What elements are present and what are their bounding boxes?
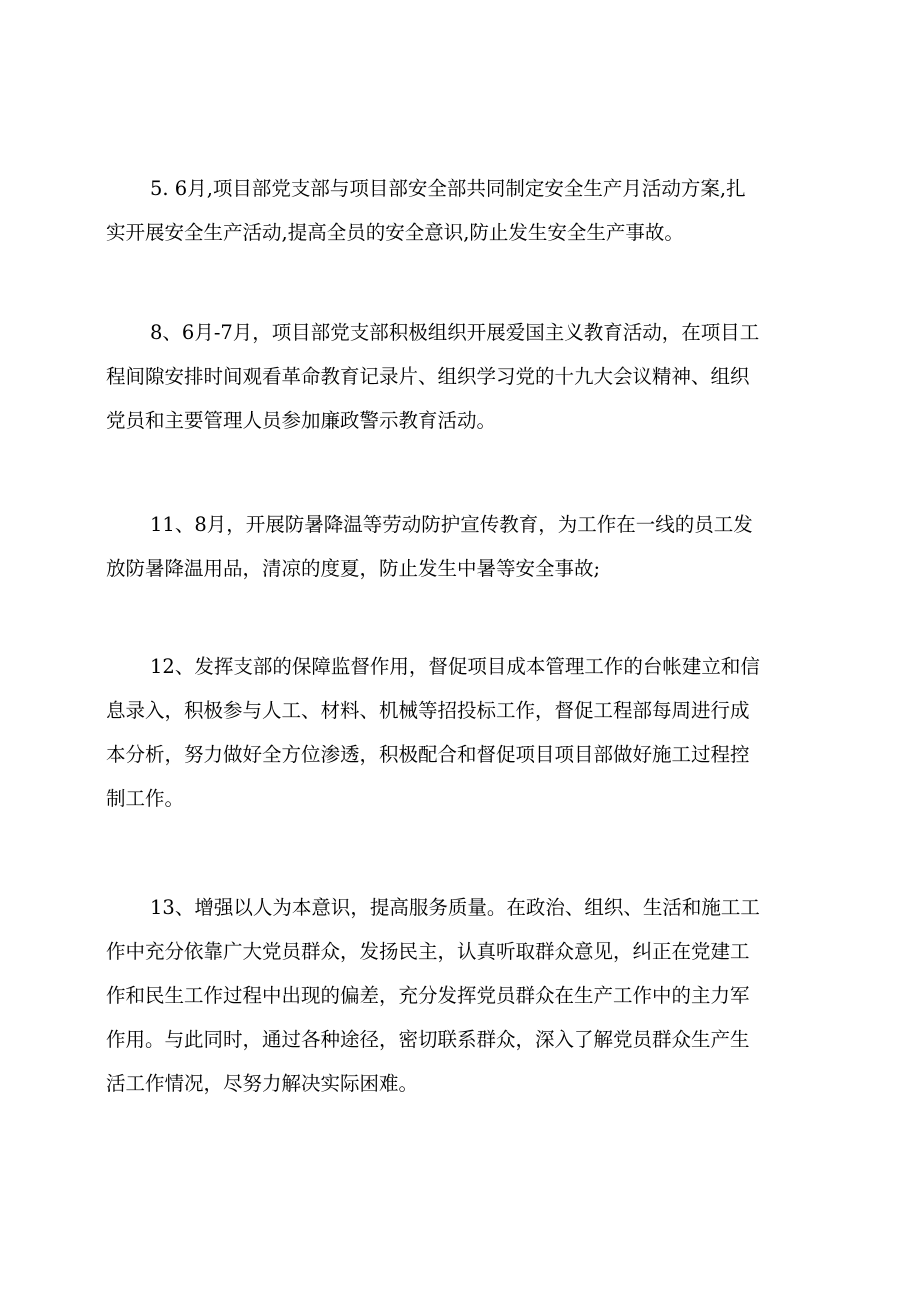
text-line: 8、6月-7月，项目部党支部积极组织开展爱国主义教育活动，在项目工 [150,321,760,344]
text-line: 息录入，积极参与人工、材料、机械等招投标工作，督促工程部每周进行成 [106,699,750,722]
text-line: 制工作。 [106,787,185,810]
paragraph-item-5 [106,167,826,255]
paragraph-item-11 [106,503,826,591]
paragraph-item-8 [106,311,826,443]
text-line: 本分析，努力做好全方位渗透，积极配合和督促项目项目部做好施工过程控 [106,743,750,766]
paragraph-item-13 [106,886,826,1106]
text-line: 程间隙安排时间观看革命教育记录片、组织学习党的十九大会议精神、组织 [106,365,750,388]
text-line: 作中充分依靠广大党员群众，发扬民主，认真听取群众意见，纠正在党建工 [106,940,750,963]
text-line: 实开展安全生产活动,提高全员的安全意识,防止发生安全生产事故。 [106,221,684,244]
text-line: 5. 6月,项目部党支部与项目部安全部共同制定安全生产月活动方案,扎 [150,177,746,200]
text-line: 放防暑降温用品，清凉的度夏，防止发生中暑等安全事故; [106,557,601,580]
paragraph-item-12 [106,645,826,821]
text-line: 12、发挥支部的保障监督作用，督促项目成本管理工作的台帐建立和信 [150,655,760,678]
text-line: 党员和主要管理人员参加廉政警示教育活动。 [106,409,497,432]
text-line: 作和民生工作过程中出现的偏差，充分发挥党员群众在生产工作中的主力军 [106,984,750,1007]
text-line: 活工作情况，尽努力解决实际困难。 [106,1072,419,1095]
text-line: 作用。与此同时，通过各种途径，密切联系群众，深入了解党员群众生产生 [106,1028,750,1051]
text-line: 11、8月，开展防暑降温等劳动防护宣传教育，为工作在一线的员工发 [150,513,753,536]
text-line: 13、增强以人为本意识，提高服务质量。在政治、组织、生活和施工工 [150,896,760,919]
